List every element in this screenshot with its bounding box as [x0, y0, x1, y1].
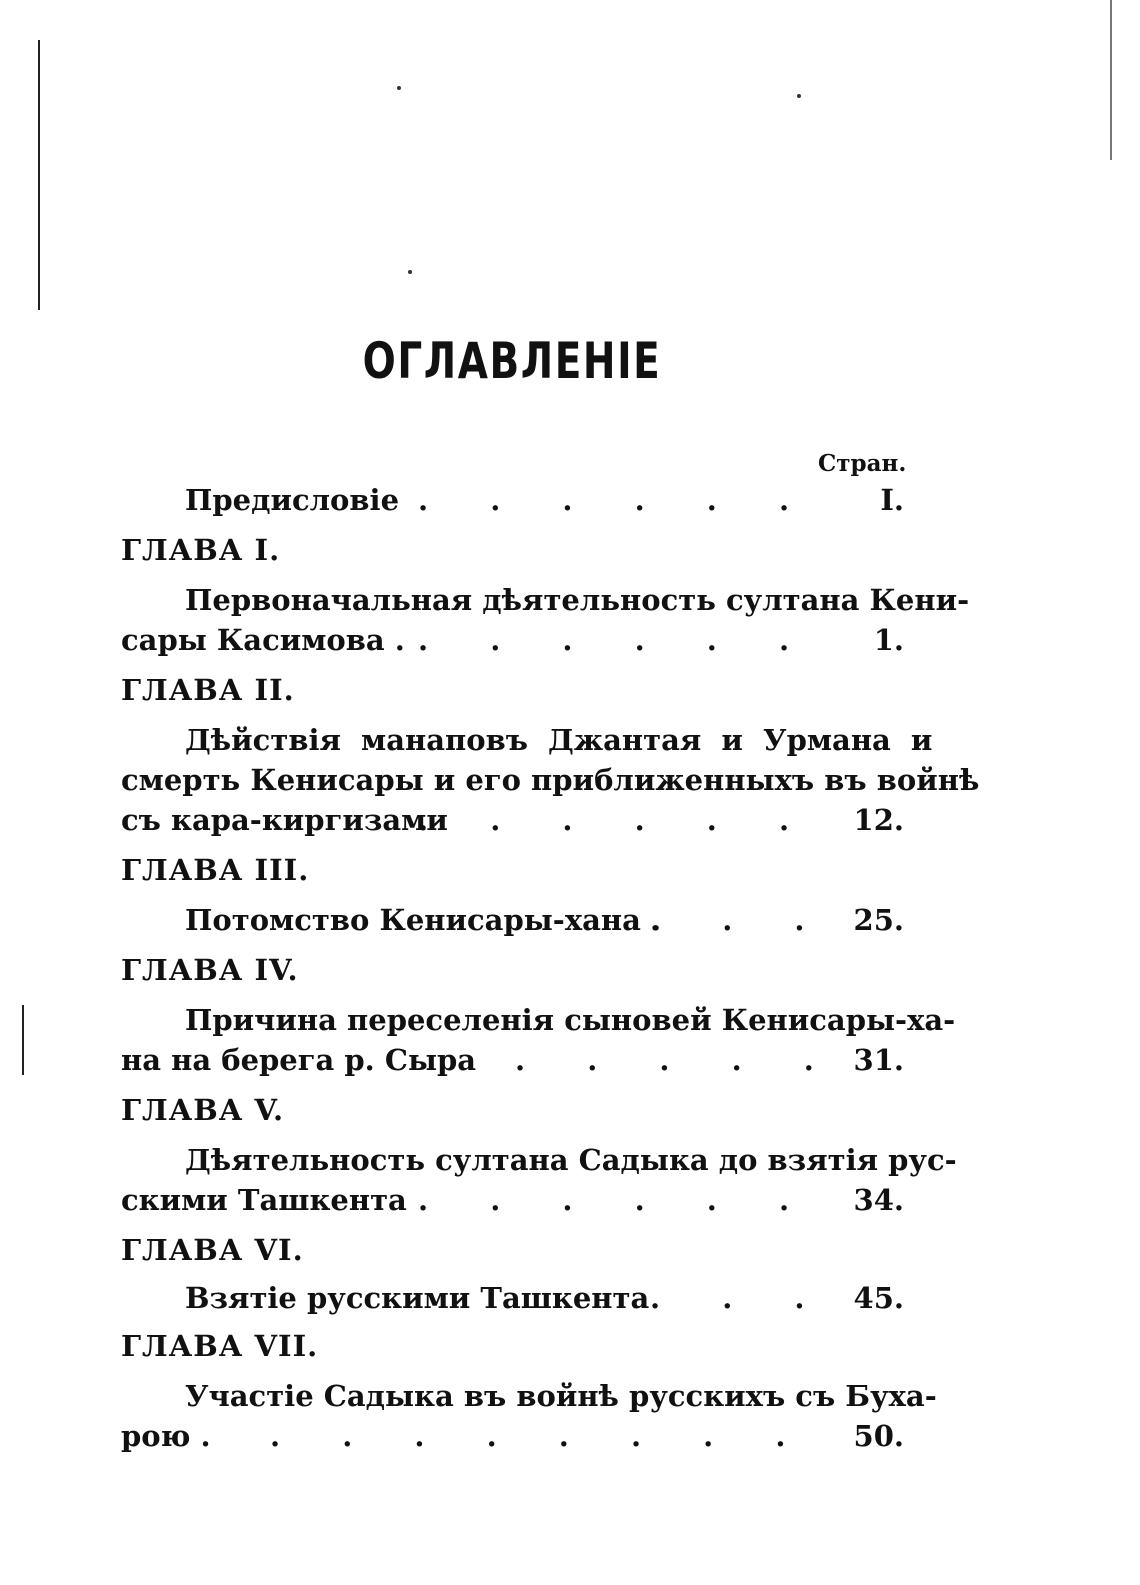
leader-dots: . . . . . .	[418, 803, 790, 837]
scan-speck	[397, 86, 401, 90]
scan-speck	[408, 270, 412, 274]
toc-entry-title: сары Касимова .	[121, 623, 405, 657]
chapter-heading: ГЛАВА V.	[121, 1093, 285, 1127]
toc-entry-title: Участіе Садыка въ войнѣ русскихъ съ Буха-	[185, 1379, 937, 1413]
chapter-heading: ГЛАВА III.	[121, 853, 310, 887]
toc-entry-title: Причина переселенія сыновей Кенисары-ха-	[185, 1003, 956, 1037]
toc-entry-page: I.	[880, 483, 904, 517]
leader-dots: . . .	[650, 1281, 805, 1315]
leader-dots: . . . . . .	[418, 623, 790, 657]
toc-entry-page: 12.	[853, 803, 904, 837]
toc-entry-title: съ кара-киргизами	[121, 803, 448, 837]
scan-speck	[797, 94, 801, 98]
leader-dots: . . .	[650, 903, 805, 937]
scan-edge-mark	[1110, 0, 1112, 160]
toc-entry-title: Предисловіе	[185, 483, 400, 517]
page-column-header: Стран.	[818, 450, 907, 477]
toc-entry-title: Первоначальная дѣятельность султана Кени-	[185, 583, 970, 617]
toc-entry-title: Дѣйствія манаповъ Джантая и Урмана и	[185, 723, 933, 757]
scan-edge-mark	[38, 40, 40, 310]
leader-dots: . . . . . . . .	[270, 1419, 786, 1453]
scan-edge-mark	[22, 1005, 24, 1075]
toc-entry-title: скими Ташкента	[121, 1183, 407, 1217]
leader-dots: . . . . . .	[418, 483, 790, 517]
toc-entry-title: Взятіе русскими Ташкента	[185, 1281, 650, 1315]
page-title: ОГЛАВЛЕНІЕ	[362, 332, 662, 390]
toc-entry-page: 31.	[853, 1043, 904, 1077]
chapter-heading: ГЛАВА I.	[121, 533, 281, 567]
toc-entry-title: на на берега р. Сыра	[121, 1043, 477, 1077]
toc-entry-page: 50.	[853, 1419, 904, 1453]
toc-entry-title: Потомство Кенисары-хана .	[185, 903, 662, 937]
toc-entry-title: рою .	[121, 1419, 211, 1453]
leader-dots: . . . . .	[515, 1043, 814, 1077]
chapter-heading: ГЛАВА IV.	[121, 953, 299, 987]
toc-entry-title: Дѣятельность султана Садыка до взятія рус-	[185, 1143, 957, 1177]
leader-dots: . . . . . .	[418, 1183, 790, 1217]
toc-entry-page: 1.	[873, 623, 904, 657]
toc-entry-page: 34.	[853, 1183, 904, 1217]
toc-entry-page: 25.	[853, 903, 904, 937]
chapter-heading: ГЛАВА II.	[121, 673, 295, 707]
chapter-heading: ГЛАВА VII.	[121, 1329, 319, 1363]
toc-entry-title: смерть Кенисары и его приближенныхъ въ войнѣ	[121, 763, 980, 797]
toc-entry-page: 45.	[853, 1281, 904, 1315]
chapter-heading: ГЛАВА VI.	[121, 1233, 304, 1267]
